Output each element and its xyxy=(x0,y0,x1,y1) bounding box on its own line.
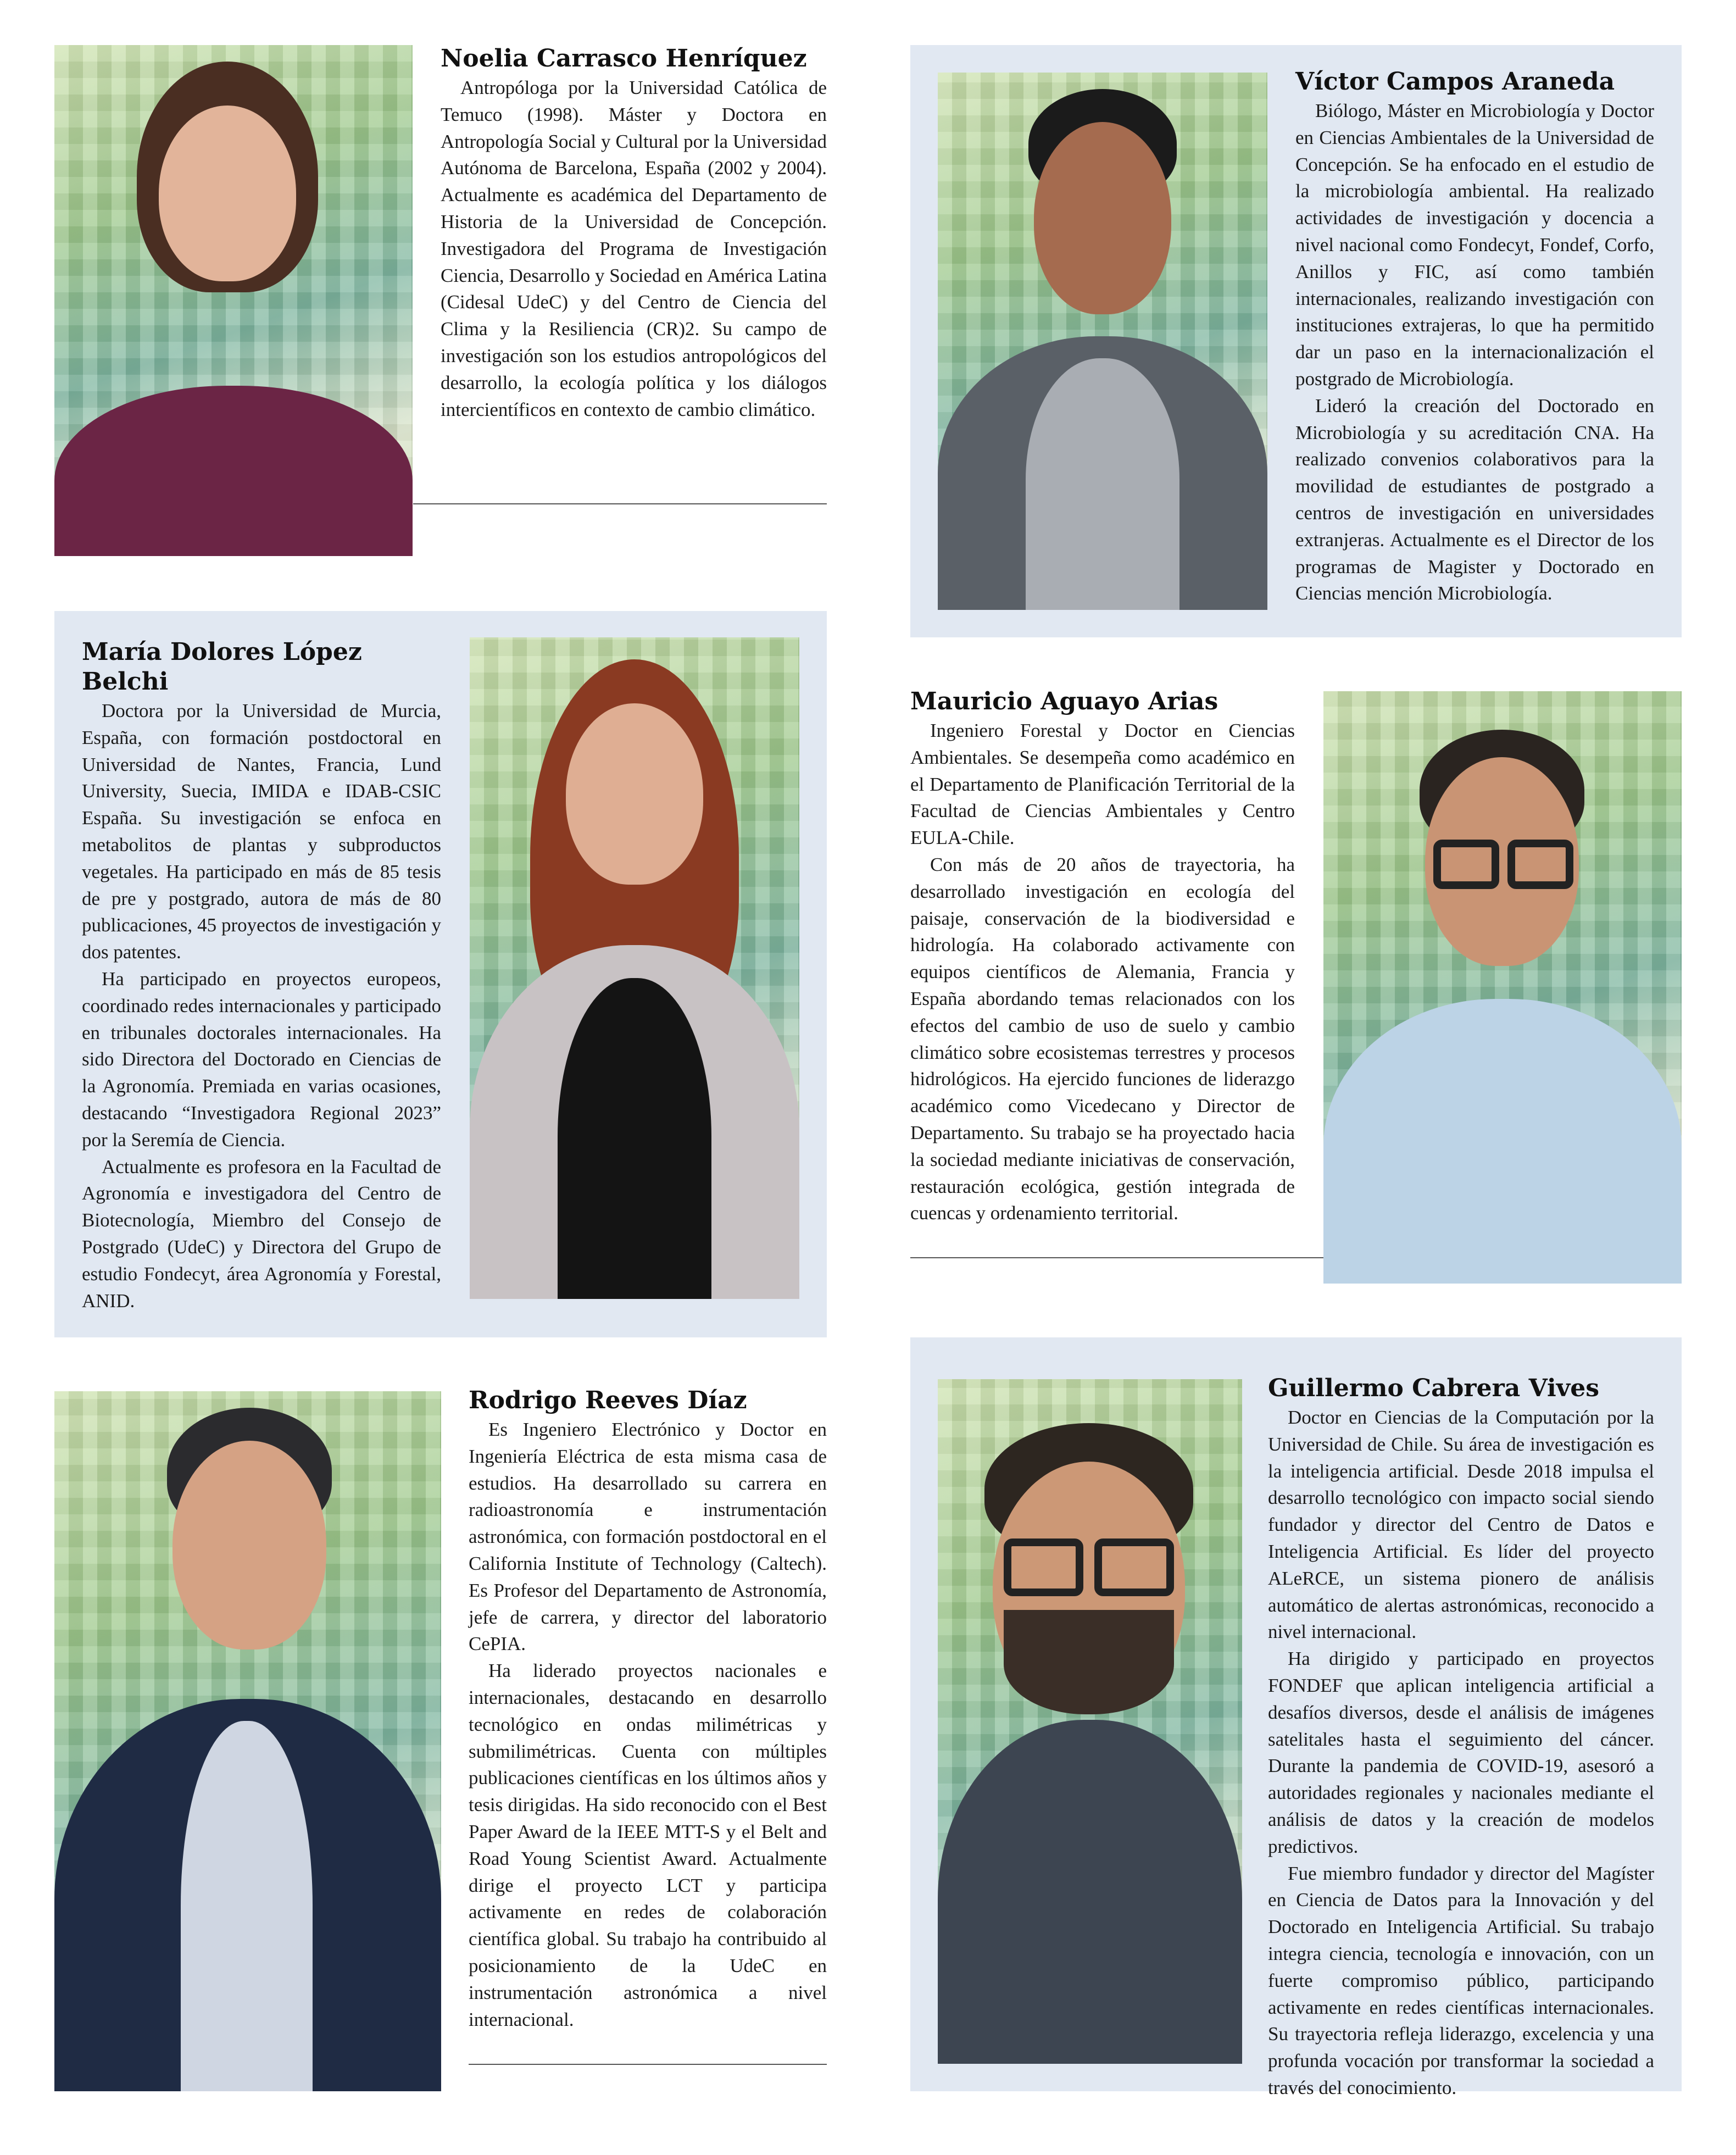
victor-paragraph-1: Biólogo, Máster en Microbiología y Doctor en Ciencias Ambientales de la Universidad de Concepción. Se ha enfocado en el estudio de la microbiología ambiental. Ha realizado actividades de investigación y docencia a nivel nacional como Fondecyt, Fondef, Corfo, Anillos y FIC, así como también internacionales, realizando investigación con instituciones extrajeras, lo que ha permitido dar un paso en la internacionalización el postgrado de Microbiología. xyxy=(1295,100,1654,390)
portrait-glasses-right xyxy=(1094,1539,1174,1596)
mauricio-paragraph-2: Con más de 20 años de trayectoria, ha desarrollado investigación en ecología del paisaje, conservación de la biodiversidad e hidrología. Ha colaborado activamente con equipos científicos de Alemania, Francia y España abordando temas relacionados con los efectos del cambio de uso de suelo y cambio climático sobre ecosistemas terrestres y procesos hidrológicos. Ha ejercido funciones de liderazgo académico como Vicedecano y Director de Departamento. Su trabajo se ha proyectado hacia la sociedad mediante iniciativas de conservación, restauración ecológica, gestión integrada de cuencas y ordenamiento territorial. xyxy=(910,853,1295,1224)
rodrigo-bottom-rule xyxy=(469,2064,827,2065)
guillermo-name: Guillermo Cabrera Vives xyxy=(1268,1374,1600,1402)
mauricio-bio xyxy=(910,687,1295,1227)
guillermo-portrait-photo xyxy=(938,1379,1242,2064)
noelia-bottom-rule xyxy=(413,503,827,504)
noelia-name: Noelia Carrasco Henríquez xyxy=(441,45,807,73)
maria-paragraph-1: Doctora por la Universidad de Murcia, España, con formación postdoctoral en Universidad de Nantes, Francia, Lund University, Suecia, IMIDA e IDAB-CSIC España. Su investigación se enfoca en metabolitos de plantas y subproductos vegetales. Ha participado en más de 85 tesis de pre y postgrado, autora de más de 80 publicaciones, 45 proyectos de investigación y dos patentes. xyxy=(82,700,441,963)
portrait-face xyxy=(1034,122,1171,314)
rodrigo-paragraph-2: Ha liderado proyectos nacionales e internacionales, destacando en desarrollo tecnológico en ondas milimétricas y submilimétricas. Cuenta con múltiples publicaciones científicas en los últimos años y tesis dirigidas. Ha sido reconocido con el Best Paper Award de la IEEE MTT-S y el Belt and Road Young Scientist Award. Actualmente dirige el proyecto LCT y participa activamente en redes de colaboración científica global. Su trabajo ha contribuido al posicionamiento de la UdeC en instrumentación astronómica a nivel internacional. xyxy=(469,1660,827,2030)
maria-name: María Dolores López Belchi xyxy=(82,638,362,696)
portrait-top xyxy=(558,978,711,1299)
victor-portrait-photo xyxy=(938,73,1267,610)
guillermo-paragraph-3: Fue miembro fundador y director del Magíster en Ciencia de Datos para la Innovación y del Doctorado en Inteligencia Artificial. Su trabajo integra ciencia, tecnología e innovación, con un fuerte compromiso público, participando activamente en redes científicas internacionales. Su trayectoria refleja liderazgo, excelencia y una profunda vocación por transformar la sociedad a través del conocimiento. xyxy=(1268,1862,1654,2098)
portrait-glasses-right xyxy=(1507,840,1573,889)
portrait-face xyxy=(159,105,296,281)
rodrigo-paragraph-1: Es Ingeniero Electrónico y Doctor en Ingeniería Eléctrica de esta misma casa de estudios. Ha desarrollado su carrera en radioastronomía e instrumentación astronómica, con formación postdoctoral en el California Institute of Technology (Caltech). Es Profesor del Departamento de Astronomía, jefe de carrera, y director del laboratorio CePIA. xyxy=(469,1419,827,1655)
maria-portrait-photo xyxy=(470,637,799,1299)
victor-name: Víctor Campos Araneda xyxy=(1295,68,1615,96)
portrait-beard xyxy=(1004,1610,1174,1714)
noelia-portrait-photo xyxy=(54,45,413,556)
portrait-shirt xyxy=(1323,999,1682,1284)
mauricio-portrait-photo xyxy=(1323,691,1682,1284)
portrait-glasses-left xyxy=(1433,840,1499,889)
portrait-clothing xyxy=(54,386,413,556)
noelia-bio xyxy=(441,44,827,423)
portrait-glasses-left xyxy=(1004,1539,1083,1596)
portrait-shirt xyxy=(938,1720,1242,2064)
noelia-paragraph-1: Antropóloga por la Universidad Católica de Temuco (1998). Máster y Doctora en Antropología Social y Cultural por la Universidad Autónoma de Barcelona, España (2002 y 2004). Actualmente es académica del Departamento de Historia de la Universidad de Concepción. Investigadora del Programa de Investigación Ciencia, Desarrollo y Sociedad en América Latina (Cidesal UdeC) y del Centro de Ciencia del Clima y la Resiliencia (CR)2. Su campo de investigación son los estudios antropológicos del desarrollo, la ecología política y los diálogos intercientíficos en contexto de cambio climático. xyxy=(441,77,827,420)
portrait-shirt xyxy=(181,1721,313,2091)
mauricio-paragraph-1: Ingeniero Forestal y Doctor en Ciencias Ambientales. Se desempeña como académico en el Departamento de Planificación Territorial de la Facultad de Ciencias Ambientales y Centro EULA-Chile. xyxy=(910,720,1295,849)
guillermo-paragraph-1: Doctor en Ciencias de la Computación por la Universidad de Chile. Su área de investigación es la inteligencia artificial. Desde 2018 impulsa el desarrollo tecnológico con impacto social siendo fundador y director del Centro de Datos e Inteligencia Artificial. Es líder del proyecto ALeRCE, un sistema pionero de análisis automático de alertas astronómicas, reconocido a nivel internacional. xyxy=(1268,1407,1654,1643)
rodrigo-bio xyxy=(469,1386,827,2033)
portrait-face xyxy=(566,703,703,885)
mauricio-bottom-rule xyxy=(910,1257,1323,1258)
portrait-sweater xyxy=(1026,358,1179,610)
mauricio-name: Mauricio Aguayo Arias xyxy=(910,687,1218,715)
guillermo-bio xyxy=(1268,1374,1654,2102)
victor-paragraph-2: Lideró la creación del Doctorado en Microbiología y su acreditación CNA. Ha realizado convenios colaborativos para la movilidad de estudiantes de postgrado a centros de investigación en universidades extranjeras. Actualmente es el Director de los programas de Magister y Doctorado en Ciencias mención Microbiología. xyxy=(1295,395,1654,604)
rodrigo-portrait-photo xyxy=(54,1391,441,2091)
portrait-face xyxy=(173,1441,326,1649)
maria-paragraph-2: Ha participado en proyectos europeos, coordinado redes internacionales y participado en tribunales doctorales internacionales. Ha sido Directora del Doctorado en Ciencias de la Agronomía. Premiada en varias ocasiones, destacando “Investigadora Regional 2023” por la Seremía de Ciencia. xyxy=(82,968,441,1151)
maria-paragraph-3: Actualmente es profesora en la Facultad de Agronomía e investigadora del Centro de Biotecnología, Miembro del Consejo de Postgrado (UdeC) y Directora del Grupo de estudio Fondecyt, área Agronomía y Forestal, ANID. xyxy=(82,1156,441,1312)
maria-bio xyxy=(82,637,441,1314)
rodrigo-name: Rodrigo Reeves Díaz xyxy=(469,1386,747,1414)
guillermo-paragraph-2: Ha dirigido y participado en proyectos FONDEF que aplican inteligencia artificial a desafíos diversos, desde el análisis de imágenes satelitales hasta el seguimiento del cáncer. Durante la pandemia de COVID-19, asesoró a autoridades regionales y nacionales mediante el análisis de datos y la creación de modelos predictivos. xyxy=(1268,1648,1654,1857)
victor-bio xyxy=(1295,67,1654,607)
